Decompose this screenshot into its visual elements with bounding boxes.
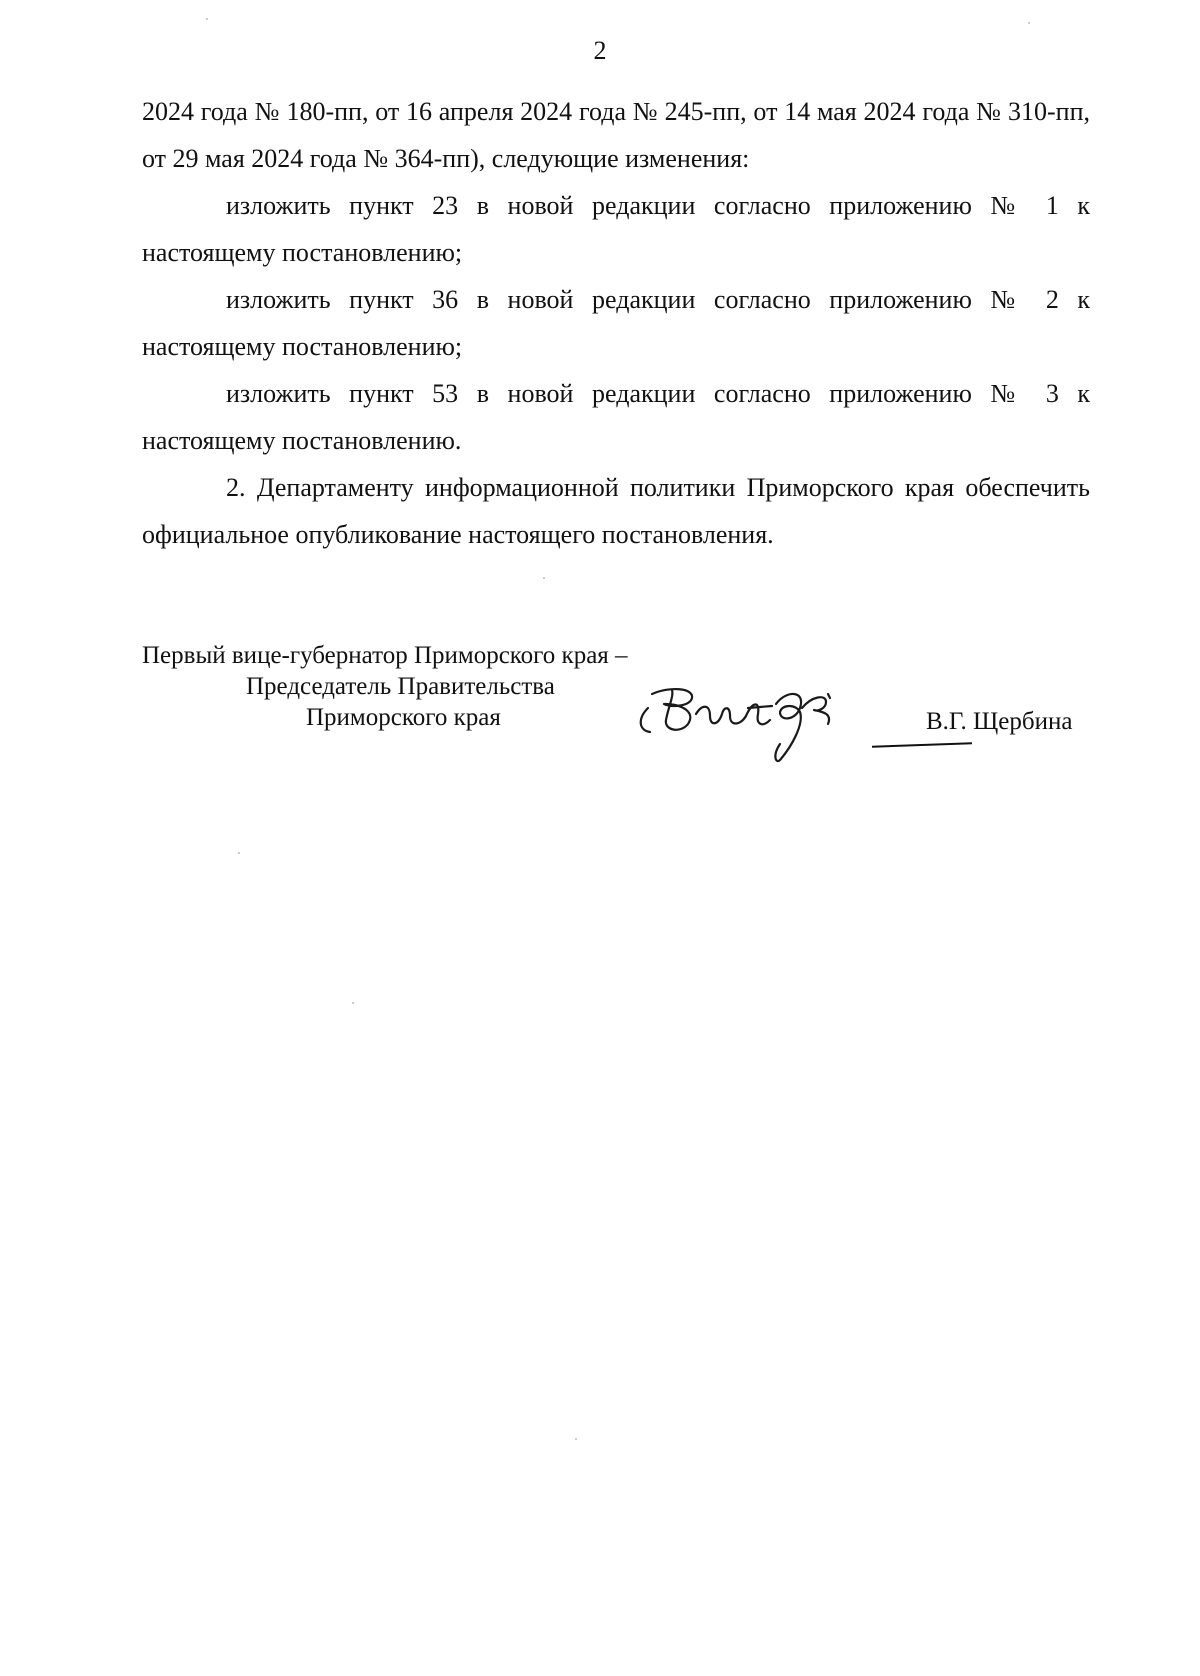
paragraph-item-23: изложить пункт 23 в новой редакции согласно приложению № 1 к настоящему постановлению; — [142, 191, 1090, 267]
paragraph-publication: 2. Департаменту информационной политики Приморского края обеспечить официальное опубликование настоящего постановления. — [142, 473, 1090, 549]
paragraph-item-53: изложить пункт 53 в новой редакции согласно приложению № 3 к настоящему постановлению. — [142, 379, 1090, 455]
signatory-title-line1: Первый вице-губернатор Приморского края – — [142, 642, 628, 669]
signatory-name: В.Г. Щербина — [926, 708, 1073, 735]
page-number: 2 — [593, 36, 607, 65]
scan-speck — [543, 577, 545, 579]
paragraph-continuation: 2024 года № 180-пп, от 16 апреля 2024 года № 245-пп, от 14 мая 2024 года № 310-пп, от 29 мая 2024 года № 364-пп), следующие изменения: — [142, 97, 1090, 173]
signatory-title-line2: Председатель Правительства — [246, 673, 555, 700]
scan-speck — [206, 18, 208, 20]
scan-speck — [352, 1002, 354, 1004]
scan-speck — [575, 1438, 577, 1440]
handwritten-signature — [630, 668, 880, 768]
signatory-title-line3: Приморского края — [306, 704, 501, 731]
scan-speck — [238, 852, 240, 854]
signature-underline — [872, 742, 972, 747]
scan-speck — [1028, 22, 1030, 24]
document-body — [142, 88, 1090, 558]
paragraph-item-36: изложить пункт 36 в новой редакции согласно приложению № 2 к настоящему постановлению; — [142, 285, 1090, 361]
